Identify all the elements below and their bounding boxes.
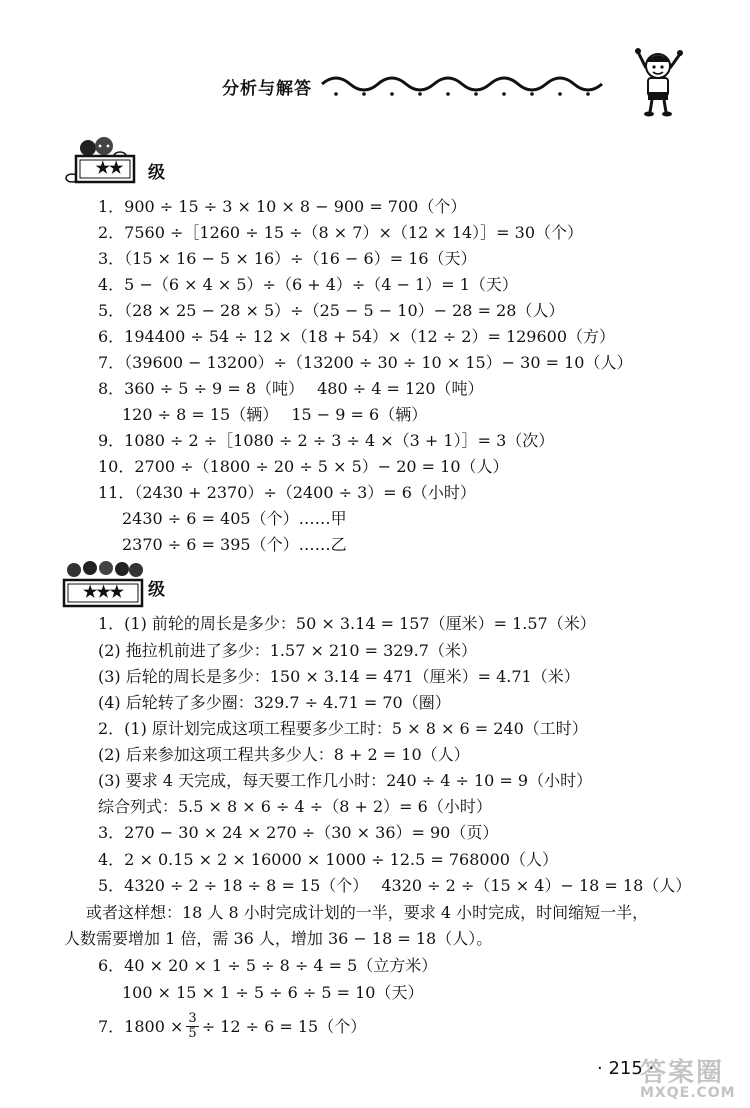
answer-line-7 bbox=[98, 1012, 366, 1041]
answer-line: 5．（28 × 25 − 28 × 5）÷（25 − 5 − 10）− 28 = 28（人） bbox=[98, 301, 565, 320]
answer-line: 3．270 − 30 × 24 × 270 ÷（30 × 36）= 90（页） bbox=[98, 823, 499, 842]
answer-line: 人数需要增加 1 倍，需 36 人，增加 36 − 18 = 18（人）。 bbox=[64, 929, 493, 948]
level-2-suffix: 级 bbox=[148, 163, 165, 183]
header-title: 分析与解答 bbox=[222, 79, 312, 99]
wave-decoration-icon bbox=[320, 70, 620, 100]
answer-line: 10．2700 ÷（1800 ÷ 20 ÷ 5 × 5）− 20 = 10（人） bbox=[98, 457, 509, 476]
answer-line: 1．900 ÷ 15 ÷ 3 × 10 × 8 − 900 = 700（个） bbox=[98, 197, 467, 216]
watermark-site: MXQE.COM bbox=[640, 1085, 736, 1101]
level-2-badge bbox=[62, 134, 142, 186]
level-3-stars: ★★★ bbox=[82, 582, 124, 601]
answer-line: 6．40 × 20 × 1 ÷ 5 ÷ 8 ÷ 4 = 5（立方米） bbox=[98, 956, 438, 975]
answer-line: 120 ÷ 8 = 15（辆） 15 − 9 = 6（辆） bbox=[122, 405, 428, 424]
answer-line: (2) 后来参加这项工程共多少人：8 + 2 = 10（人） bbox=[98, 745, 470, 764]
level-3-suffix: 级 bbox=[148, 580, 165, 600]
answer-line: (3) 要求 4 天完成，每天要工作几小时：240 ÷ 4 ÷ 10 = 9（小时） bbox=[98, 771, 593, 790]
answer-line: (2) 拖拉机前进了多少：1.57 × 210 = 329.7（米） bbox=[98, 641, 477, 660]
watermark-logo-text: 答案圈 bbox=[640, 1058, 725, 1088]
answer-line: 7．（39600 − 13200）÷（13200 ÷ 30 ÷ 10 × 15）− 30 = 10（人） bbox=[98, 353, 633, 372]
line7-prefix: 7．1800 × bbox=[98, 1016, 184, 1036]
answer-line: 2．(1) 原计划完成这项工程要多少工时：5 × 8 × 6 = 240（工时） bbox=[98, 719, 588, 738]
answer-line: 5．4320 ÷ 2 ÷ 18 ÷ 8 = 15（个） 4320 ÷ 2 ÷（15 × 4）− 18 = 18（人） bbox=[98, 876, 692, 895]
fraction-numerator: 3 bbox=[188, 1011, 197, 1026]
page-number: · 215 · bbox=[597, 1058, 655, 1079]
answer-line: 2370 ÷ 6 = 395（个）……乙 bbox=[122, 535, 347, 554]
answer-line: 4．2 × 0.15 × 2 × 16000 × 1000 ÷ 12.5 = 768000（人） bbox=[98, 850, 558, 869]
level-2-stars: ★★ bbox=[95, 158, 123, 177]
mascot-child-icon bbox=[628, 46, 688, 118]
page-header bbox=[0, 0, 750, 130]
answer-line: (3) 后轮的周长是多少：150 × 3.14 = 471（厘米）= 4.71（米） bbox=[98, 667, 580, 686]
answer-line: 8．360 ÷ 5 ÷ 9 = 8（吨） 480 ÷ 4 = 120（吨） bbox=[98, 379, 484, 398]
watermark bbox=[640, 1052, 736, 1101]
line7-suffix: ÷ 12 ÷ 6 = 15（个） bbox=[201, 1016, 367, 1036]
answer-line: 9．1080 ÷ 2 ÷［1080 ÷ 2 ÷ 3 ÷ 4 ×（3 + 1）］= 3（次） bbox=[98, 431, 555, 450]
level-3-badge bbox=[62, 558, 146, 610]
answer-line: 综合列式：5.5 × 8 × 6 ÷ 4 ÷（8 + 2）= 6（小时） bbox=[98, 797, 492, 816]
answer-line: 11．（2430 + 2370）÷（2400 ÷ 3）= 6（小时） bbox=[98, 483, 476, 502]
answer-line: 6．194400 ÷ 54 ÷ 12 ×（18 + 54）×（12 ÷ 2）= 129600（方） bbox=[98, 327, 616, 346]
answer-line: 或者这样想：18 人 8 小时完成计划的一半，要求 4 小时完成，时间缩短一半， bbox=[86, 903, 649, 922]
answer-line: 3．（15 × 16 − 5 × 16）÷（16 − 6）= 16（天） bbox=[98, 249, 477, 268]
answer-line: 1．(1) 前轮的周长是多少：50 × 3.14 = 157（厘米）= 1.57（米） bbox=[98, 614, 596, 633]
answer-line: 100 × 15 × 1 ÷ 5 ÷ 6 ÷ 5 = 10（天） bbox=[122, 983, 424, 1002]
fraction-denominator: 5 bbox=[188, 1026, 197, 1041]
answer-line: (4) 后轮转了多少圈：329.7 ÷ 4.71 = 70（圈） bbox=[98, 693, 451, 712]
answer-line: 2．7560 ÷［1260 ÷ 15 ÷（8 × 7）×（12 × 14）］= 30（个） bbox=[98, 223, 584, 242]
answer-line: 4．5 −（6 × 4 × 5）÷（6 + 4）÷（4 − 1）= 1（天） bbox=[98, 275, 518, 294]
fraction bbox=[186, 1012, 198, 1041]
answer-line: 2430 ÷ 6 = 405（个）……甲 bbox=[122, 509, 347, 528]
